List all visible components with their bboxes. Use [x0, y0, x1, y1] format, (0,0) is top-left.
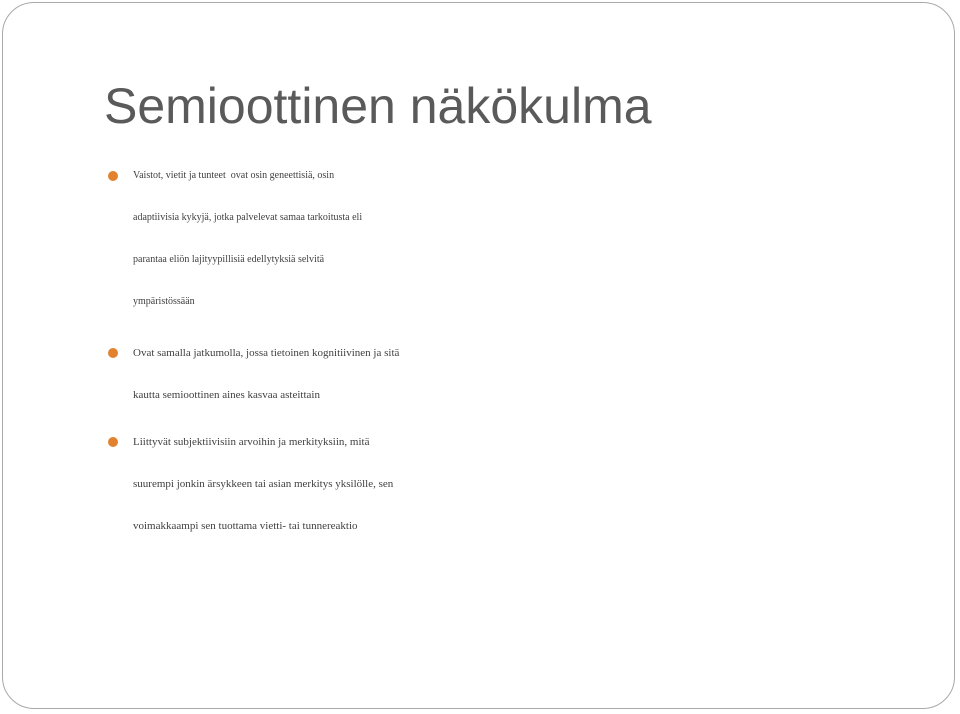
slide	[2, 2, 955, 709]
bullet-line: ympäristössään	[133, 296, 195, 307]
bullet-line: Ovat samalla jatkumolla, jossa tietoinen kognitiivinen ja sitä	[133, 347, 400, 359]
bullet-line: Vaistot, vietit ja tunteet ovat osin geneettisiä, osin	[133, 170, 335, 181]
bullet-line: voimakkaampi sen tuottama vietti- tai tunnereaktio	[133, 520, 358, 532]
bullet-line: suurempi jonkin ärsykkeen tai asian merkitys yksilölle, sen	[133, 478, 394, 490]
slide-title: Semioottinen näkökulma	[104, 78, 652, 134]
bullet-line: parantaa eliön lajityypillisiä edellytyksiä selvitä	[133, 254, 325, 265]
bullet-item	[133, 155, 933, 323]
bullet-icon	[108, 437, 118, 447]
bullet-item	[133, 332, 933, 416]
bullet-line: kautta semioottinen aines kasvaa asteittain	[133, 389, 320, 401]
bullet-line: Liittyvät subjektiivisiin arvoihin ja merkityksiin, mitä	[133, 436, 370, 448]
bullet-icon	[108, 171, 118, 181]
bullet-list	[133, 155, 933, 547]
bullet-line: adaptiivisia kykyjä, jotka palvelevat samaa tarkoitusta eli	[133, 212, 363, 223]
bullet-item	[133, 421, 933, 547]
bullet-icon	[108, 348, 118, 358]
